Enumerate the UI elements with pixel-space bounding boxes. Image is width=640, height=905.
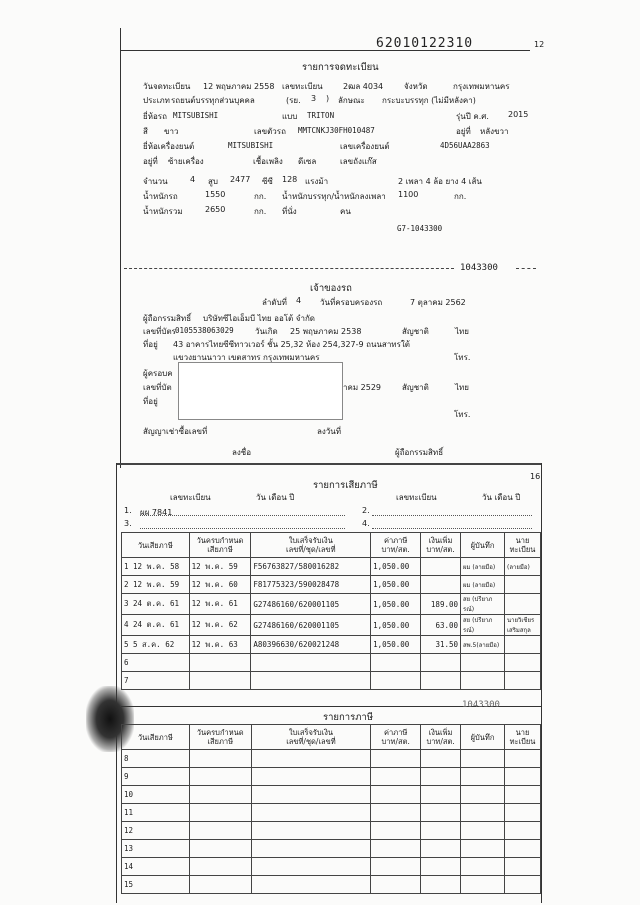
tax-amount: 1,050.00 [371, 636, 421, 654]
prev-plate-header-1: เลขทะเบียน [170, 493, 211, 502]
qty-unit: สูบ [208, 177, 218, 186]
weight-label: น้ำหนักรถ [143, 192, 178, 201]
tax-table-2 [121, 724, 541, 894]
col-due-date: วันครบกำหนด เสียภาษี [189, 725, 251, 750]
axle-value: 2 เพลา 4 ล้อ ยาง 4 เส้น [398, 177, 482, 186]
order-value: 4 [296, 296, 302, 305]
prev-plate-header-2: เลขทะเบียน [396, 493, 437, 502]
chassis-value: MMTCNKJ30FH010487 [298, 126, 375, 135]
table-row [122, 672, 541, 690]
paid-date: 24 ต.ค. 61 [133, 599, 180, 608]
tax-amount: 1,050.00 [371, 594, 421, 615]
engine-loc-value: ซ้ายเครื่อง [168, 157, 204, 166]
row-number: 13 [122, 840, 190, 858]
table-row [122, 858, 541, 876]
table-row [122, 558, 541, 576]
col-paid-date: วันเสียภาษี [122, 725, 190, 750]
table-row [122, 786, 541, 804]
weight-unit: กก. [254, 192, 267, 201]
reg-date-label: วันจดทะเบียน [143, 82, 191, 91]
prev-line-2 [372, 515, 532, 516]
brand-value: MITSUBISHI [173, 111, 219, 120]
load-label: น้ำหนักบรรทุก/น้ำหนักลงเพลา [282, 192, 386, 201]
row-number: 10 [122, 786, 190, 804]
prev-no-1: 1. [124, 506, 132, 515]
top-rule [120, 50, 530, 51]
province-value: กรุงเทพมหานคร [453, 82, 510, 91]
table-row [122, 636, 541, 654]
total-unit: กก. [254, 207, 267, 216]
registrar [504, 594, 540, 615]
prev-line-4 [372, 528, 532, 529]
engine-brand-label: ยี่ห้อเครื่องยนต์ [143, 142, 195, 151]
weight-value: 1550 [205, 190, 226, 199]
table-row [122, 576, 541, 594]
col-registrar: นายทะเบียน [504, 725, 540, 750]
row-number: 7 [122, 672, 190, 690]
due-date: 12 พ.ค. 59 [189, 558, 251, 576]
recorder: ผม (ลายมือ) [461, 576, 505, 594]
owner-title: เจ้าของรถ [310, 283, 352, 294]
rh-close: ) [326, 94, 330, 103]
type-value: รถยนต์บรรทุกส่วนบุคคล [171, 96, 255, 105]
prev-line-3 [140, 528, 345, 529]
engine-no-label: เลขเครื่องยนต์ [340, 142, 390, 151]
reg-date: 12 พฤษภาคม 2558 [203, 82, 275, 91]
hp-unit: แรงม้า [305, 177, 329, 186]
tax2-title: รายการภาษี [323, 712, 374, 723]
addr-line2: แขวงยานนาวา เขตสาทร กรุงเทพมหานคร [173, 353, 320, 362]
extra-amount [421, 558, 461, 576]
load-unit: กก. [454, 192, 467, 201]
qty-value: 4 [190, 175, 196, 184]
engine-loc-label: อยู่ที่ [143, 157, 158, 166]
row-number: 5 [124, 639, 129, 649]
top-handwritten-number: 62010122310 [376, 36, 474, 51]
table-row [122, 840, 541, 858]
chassis-label: เลขตัวรถ [254, 127, 286, 136]
prev-no-3: 3. [124, 519, 132, 528]
row-number: 9 [122, 768, 190, 786]
tax-section-left [116, 463, 117, 903]
table-row [122, 594, 541, 615]
col-tax: ค่าภาษี บาท/สต. [371, 533, 421, 558]
nation2-value: ไทย [455, 383, 469, 392]
registrar [504, 576, 540, 594]
extra-amount: 31.50 [421, 636, 461, 654]
receipt-no: G27486160/620001105 [251, 594, 371, 615]
col-registrar: นายทะเบียน [504, 533, 540, 558]
tel-label: โทร. [454, 353, 471, 362]
seats-unit: คน [340, 207, 351, 216]
col-due-date: วันครบกำหนด เสียภาษี [189, 533, 251, 558]
color-value: ขาว [164, 127, 179, 136]
paid-date: 12 พ.ค. 59 [133, 579, 180, 589]
row-number: 14 [122, 858, 190, 876]
dashed-code: 1043300 [460, 263, 498, 273]
table-row [122, 804, 541, 822]
due-date: 12 พ.ค. 63 [189, 636, 251, 654]
prev-line-1 [140, 515, 345, 516]
row-number: 1 [124, 561, 129, 571]
order-label: ลำดับที่ [262, 298, 287, 307]
table-row [122, 876, 541, 894]
row-number: 4 [124, 620, 129, 629]
contract-date-label: ลงวันที่ [317, 427, 342, 436]
tax-page-mark: 16 [530, 472, 541, 481]
table-row [122, 768, 541, 786]
plate-value: 2ฒล 4034 [343, 82, 384, 91]
receipt-no: F81775323/590028478 [251, 576, 371, 594]
total-label: น้ำหนักรวม [143, 207, 183, 216]
nation2-label: สัญชาติ [402, 383, 429, 392]
possess-date: 7 ตุลาคม 2562 [410, 298, 466, 307]
addr-line1: 43 อาคารไทยซีซีทาวเวอร์ ชั้น 25,32 ห้อง 254,327-9 ถนนสาทรใต้ [173, 340, 410, 349]
col-extra: เงินเพิ่ม บาท/สต. [421, 533, 461, 558]
extra-amount [421, 576, 461, 594]
nation-label: สัญชาติ [402, 327, 429, 336]
year-label: รุ่นปี ค.ศ. [456, 112, 489, 121]
sign-label: ลงชื่อ [232, 448, 252, 457]
recorder: สย (ปรียาภรณ์) [461, 594, 505, 615]
registrar: (ลายมือ) [504, 558, 540, 576]
dashed-separator-end [516, 268, 536, 269]
addr-label: ที่อยู่ [143, 340, 158, 349]
extra-amount: 63.00 [421, 615, 461, 636]
addr2-label: ที่อยู่ [143, 397, 158, 406]
margin-line [120, 28, 121, 468]
char-label: ลักษณะ [338, 96, 365, 105]
recorder: สพ.5(ลายมือ) [461, 636, 505, 654]
watermark-code: 1043300 [462, 700, 500, 710]
seats-label: ที่นั่ง [282, 207, 297, 216]
table-row [122, 822, 541, 840]
prev-date-header-1: วัน เดือน ปี [256, 493, 295, 502]
due-date: 12 พ.ค. 62 [189, 615, 251, 636]
col-receipt: ใบเสร็จรับเงิน เลขที่/ชุด/เลขที่ [251, 533, 371, 558]
tax-title: รายการเสียภาษี [313, 480, 378, 491]
ref-code: G7-1043300 [397, 224, 443, 233]
contract-label: สัญญาเช่าซื้อเลขที่ [143, 427, 208, 436]
recorder: ผม (ลายมือ) [461, 558, 505, 576]
col-tax: ค่าภาษี บาท/สต. [371, 725, 421, 750]
cc-unit: ซีซี [262, 177, 273, 186]
registrar: นายวิเชียร เสริมสกุล [504, 615, 540, 636]
due-date: 12 พ.ค. 60 [189, 576, 251, 594]
row-number: 2 [124, 579, 129, 589]
possess-label: วันที่ครอบครองรถ [320, 298, 383, 307]
col-recorder: ผู้บันทึก [461, 725, 505, 750]
nation-value: ไทย [455, 327, 469, 336]
receipt-no: G27486160/620001105 [251, 615, 371, 636]
location-value: หลังขวา [480, 127, 509, 136]
rh-value: 3 [311, 94, 317, 103]
load-value: 1100 [398, 190, 419, 199]
tax-section-top [116, 463, 542, 465]
col-receipt: ใบเสร็จรับเงิน เลขที่/ชุด/เลขที่ [251, 725, 371, 750]
rights-sign-label: ผู้ถือกรรมสิทธิ์ [395, 448, 444, 457]
tax-section-right [541, 463, 542, 903]
color-label: สี [143, 127, 148, 136]
due-date: 12 พ.ค. 61 [189, 594, 251, 615]
receipt-no: A80396630/620021248 [251, 636, 371, 654]
rh-label: (รย. [286, 96, 301, 105]
table-row [122, 615, 541, 636]
tank-label: เลขถังแก๊ส [340, 157, 377, 166]
engine-no-value: 4D56UAA2863 [440, 141, 490, 150]
model-label: แบบ [282, 112, 298, 121]
receipt-no: F56763827/580016282 [251, 558, 371, 576]
row-number: 15 [122, 876, 190, 894]
location-label: อยู่ที่ [456, 127, 471, 136]
col-recorder: ผู้บันทึก [461, 533, 505, 558]
paid-date: 24 ต.ค. 61 [133, 620, 180, 629]
row-number: 11 [122, 804, 190, 822]
birth-value: 25 พฤษภาคม 2538 [290, 327, 362, 336]
tax-amount: 1,050.00 [371, 615, 421, 636]
cc-value: 2477 [230, 175, 251, 184]
birth2-tail: าคม 2529 [343, 383, 382, 392]
engine-brand-value: MITSUBISHI [228, 141, 274, 150]
prev-date-header-2: วัน เดือน ปี [482, 493, 521, 502]
year-value: 2015 [508, 110, 529, 119]
card2-label: เลขที่บัต [143, 383, 172, 392]
tax-amount: 1,050.00 [371, 576, 421, 594]
char-value: กระบะบรรทุก (ไม่มีหลังคา) [382, 96, 476, 105]
tel2-label: โทร. [454, 410, 471, 419]
tax-table [121, 532, 541, 690]
registrar [504, 636, 540, 654]
tax-table-header [122, 533, 541, 558]
fuel-value: ดีเซล [298, 157, 317, 166]
card-label: เลขที่บัตร [143, 327, 176, 336]
col-extra: เงินเพิ่ม บาท/สต. [421, 725, 461, 750]
prev-no-4: 4. [362, 519, 370, 528]
brand-label: ยี่ห้อรถ [143, 112, 167, 121]
qty-label: จำนวน [143, 177, 168, 186]
row-number: 12 [122, 822, 190, 840]
fuel-label: เชื้อเพลิง [253, 157, 283, 166]
registration-title: รายการจดทะเบียน [302, 62, 379, 73]
dashed-separator [124, 268, 454, 269]
birth-label: วันเกิด [255, 327, 278, 336]
plate-label: เลขทะเบียน [282, 82, 323, 91]
table-row [122, 654, 541, 672]
recorder: สย (ปรียาภรณ์) [461, 615, 505, 636]
row-number: 8 [122, 750, 190, 768]
prev-plate-1: ผผ 7841 [140, 508, 173, 517]
hp-value: 128 [282, 175, 298, 184]
rights-holder: บริษัทซีไอเอ็มบี ไทย ออโต้ จำกัด [203, 314, 316, 323]
tax-table-2-header [122, 725, 541, 750]
tax-amount: 1,050.00 [371, 558, 421, 576]
paid-date: 5 ส.ค. 62 [133, 639, 175, 649]
paid-date: 12 พ.ค. 58 [133, 561, 180, 571]
model-value: TRITON [307, 111, 335, 120]
row-number: 3 [124, 599, 129, 608]
possessor-label: ผู้ครอบค [143, 369, 173, 378]
row-number: 6 [122, 654, 190, 672]
table-row [122, 750, 541, 768]
type-label: ประเภท [143, 96, 170, 105]
rights-label: ผู้ถือกรรมสิทธิ์ [143, 314, 192, 323]
card-no: 0105538063029 [175, 326, 234, 335]
extra-amount: 189.00 [421, 594, 461, 615]
province-label: จังหวัด [404, 82, 428, 91]
redacted-area [178, 362, 343, 420]
total-value: 2650 [205, 205, 226, 214]
prev-no-2: 2. [362, 506, 370, 515]
page-number: 12 [534, 40, 545, 49]
col-paid-date: วันเสียภาษี [122, 533, 190, 558]
